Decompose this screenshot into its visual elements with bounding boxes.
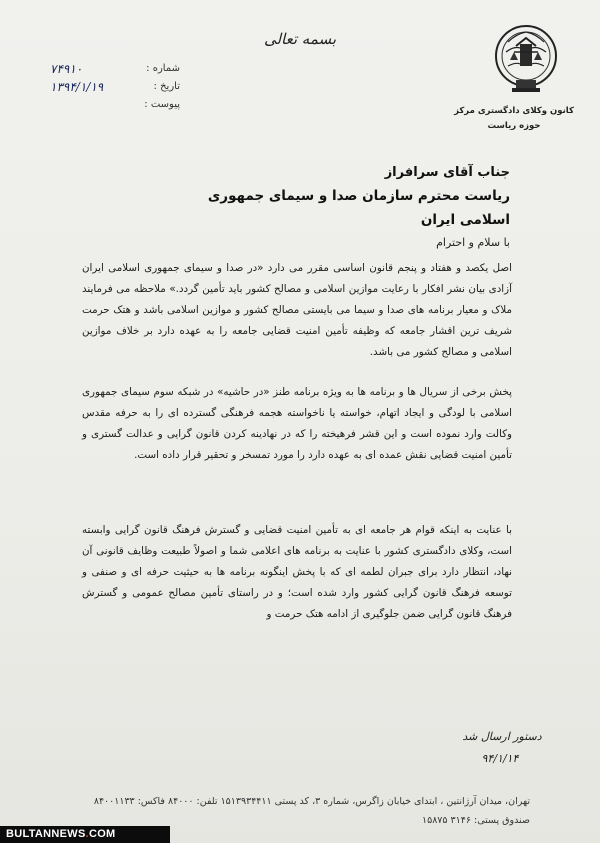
attachment-label: پیوست : <box>144 99 180 110</box>
handwritten-note: دستور ارسال شد <box>462 730 542 743</box>
paragraph-3: با عنایت به اینکه قوام هر جامعه ای به تأمین امنیت قضایی و گسترش فرهنگ قانون گرایی وابسته است، وکلای دادگستری کشور با عنایت به برنامه های اعلامی شما و اصولاً طبیعت وظایف قانونی آن نهاد، انتظار دارد برای جبران لطمه ای که با پخش اینگونه برنامه ها به حیثیت حرفه ای و صنفی و توسعه فرهنگ قانون گرایی کشور وارد شده است؛ و در راستای تأمین مصالح عمومی و گسترش فرهنگ قانون گرایی ضمن جلوگیری از ادامه هتک حرمت و <box>82 524 512 620</box>
paragraph-2: پخش برخی از سریال ها و برنامه ها به ویژه برنامه طنز «در حاشیه» در شبکه سوم سیمای جمهوری اسلامی با لودگی و ایجاد اتهام، خواسته یا ناخواسته هجمه فرهنگی گسترده ای را به حرفه مقدس وکالت وارد نموده است و این قشر فرهیخته را که در نهادینه کردن قانون گرایی و عدالت گستری و تأمین امنیت قضایی نقش عمده ای به عهده دارد را مورد تمسخر و تحقیر قرار داده است. <box>82 386 512 461</box>
basmala-heading: بسمه تعالی <box>263 30 337 48</box>
number-label: شماره : <box>146 63 180 74</box>
watermark-tail: COM <box>88 828 116 840</box>
bar-association-emblem-icon <box>494 22 558 98</box>
date-label: تاریخ : <box>153 81 180 92</box>
organization-name <box>448 104 580 134</box>
salutation: با سلام و احترام <box>436 236 510 249</box>
footer-address: تهران، میدان آرژانتین ، ابتدای خیابان زاگرس، شماره ۳، کد پستی ۱۵۱۳۹۳۴۴۱۱ تلفن: ۸۴۰۰۰ فاکس: ۸۴۰۰۱۱۳۳ <box>93 796 530 807</box>
addressee <box>180 162 510 232</box>
watermark-text <box>6 828 116 840</box>
number-value: ۷۴۹۱۰ <box>50 62 83 76</box>
letter-metadata <box>50 60 180 114</box>
date-value: ۱۳۹۴/۱/۱۹ <box>50 80 104 94</box>
handwritten-date: ۹۴/۱/۱۴ <box>481 752 519 765</box>
addressee-name: جناب آقای سرافراز <box>384 165 510 180</box>
addressee-title: ریاست محترم سازمان صدا و سیمای جمهوری اسلامی ایران <box>207 188 510 228</box>
paragraph-1: اصل یکصد و هفتاد و پنجم قانون اساسی مقرر می دارد «در صدا و سیمای جمهوری اسلامی ایران آزادی بیان نشر افکار با رعایت موازین اسلامی و مصالح کشور باید تأمین گردد.» ملاحظه می فرمایند ملاک و معیار برنامه های صدا و سیما می بایستی مصالح کشور و موازین اسلامی باشد و هتک حرمت شریف ترین اقشار جامعه که وظیفه تأمین امنیت قضایی جامعه را به عهده دارد بر خلاف موازین اسلامی و مصالح کشور می باشد. <box>82 262 512 358</box>
org-name: کانون وکلای دادگستری مرکز <box>454 106 574 116</box>
watermark-dot: . <box>85 828 89 840</box>
watermark-main: BULTANNEWS <box>6 828 86 840</box>
org-dept: حوزه ریاست <box>487 121 541 131</box>
footer-pobox: صندوق پستی: ۳۱۴۶ ۱۵۸۷۵ <box>422 815 530 826</box>
watermark-banner <box>0 826 170 843</box>
